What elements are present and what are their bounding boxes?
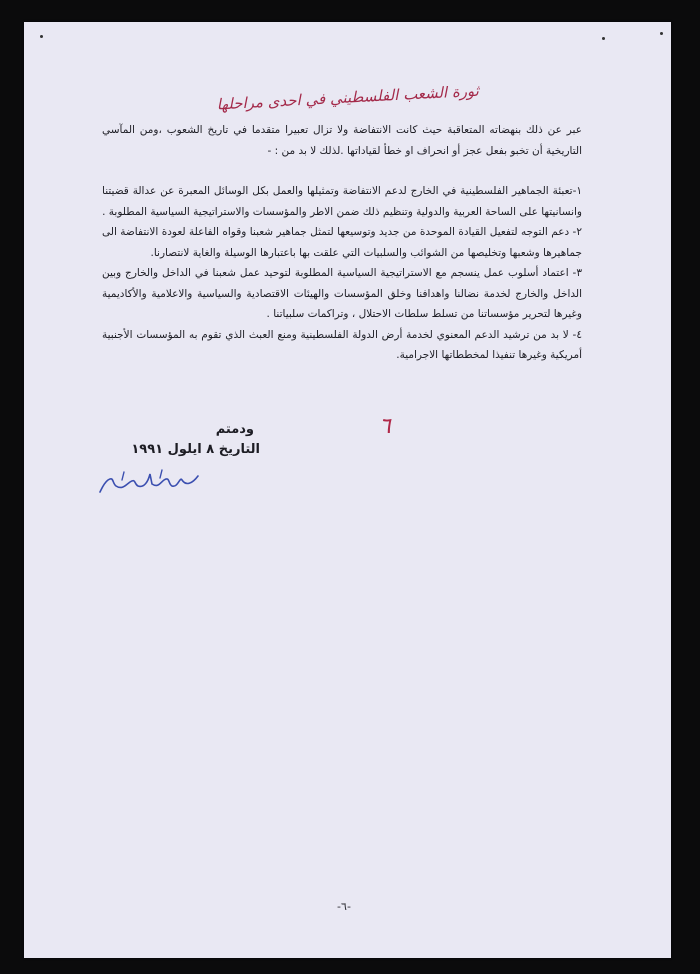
letter-body	[102, 120, 582, 366]
date-line: التاريخ ٨ ايلول ١٩٩١	[131, 442, 260, 457]
intro-paragraph: عبر عن ذلك بنهضاته المتعاقبة حيث كانت الانتفاضة ولا تزال تعبيرا متقدما في تاريخ الشعوب ،ومن المآسي التاريخية أن تخبو بفعل عجز أو انحراف او خطأ لقياداتها .لذلك لا بد من : -	[102, 124, 582, 157]
scan-speck	[602, 37, 605, 40]
document-page	[24, 22, 671, 958]
point-1: ١-تعبئة الجماهير الفلسطينية في الخارج لدعم الانتفاضة وتمثيلها والعمل بكل الوسائل المعبرة عن عدالة قضيتنا وانسانيتها على الساحة العربية والدولية وتنظيم ذلك ضمن الاطر والمؤسسات والاستراتيجية السياسية المطلوبة .	[102, 185, 582, 218]
closing-block	[100, 420, 260, 460]
point-3: ٣- اعتماد أسلوب عمل ينسجم مع الاستراتيجية السياسية المطلوبة لتوحيد عمل شعبنا في الداخل والخارج وبين الداخل والخارج لخدمة نضالنا واهدافنا وخلق المؤسسات والهيئات الاقتصادية والسياسية والاعلامية والأكاديمية وغيرها لتحرير مؤسساتنا من تسلط سلطات الاحتلال ، وتراكمات سلبياتنا .	[102, 267, 582, 320]
scan-speck	[660, 32, 663, 35]
handwritten-page-mark: ٦	[379, 414, 391, 439]
point-4: ٤- لا بد من ترشيد الدعم المعنوي لخدمة أرض الدولة الفلسطينية ومنع العبث الذي تقوم به المؤسسات الأجنبية أمريكية وغيرها تنفيذا لمخططاتها الاجرامية.	[102, 328, 582, 361]
scan-speck	[40, 35, 43, 38]
point-2: ٢- دعم التوجه لتفعيل القيادة الموحدة من جديد وتوسيعها لتمثل جماهير شعبنا وقواه الفاعلة لعودة الانتفاضة الى جماهيرها وشعبها وتخليصها من الشوائب والسلبيات التي علقت بها باعتبارها الوسيلة والغاية لانتصارنا.	[102, 226, 582, 259]
handwritten-heading: ثورة الشعب الفلسطيني في احدى مراحلها	[216, 81, 480, 114]
closing-salutation: ودمتم	[215, 422, 254, 437]
page-number: -٦-	[337, 900, 351, 913]
signature-icon	[94, 466, 204, 500]
